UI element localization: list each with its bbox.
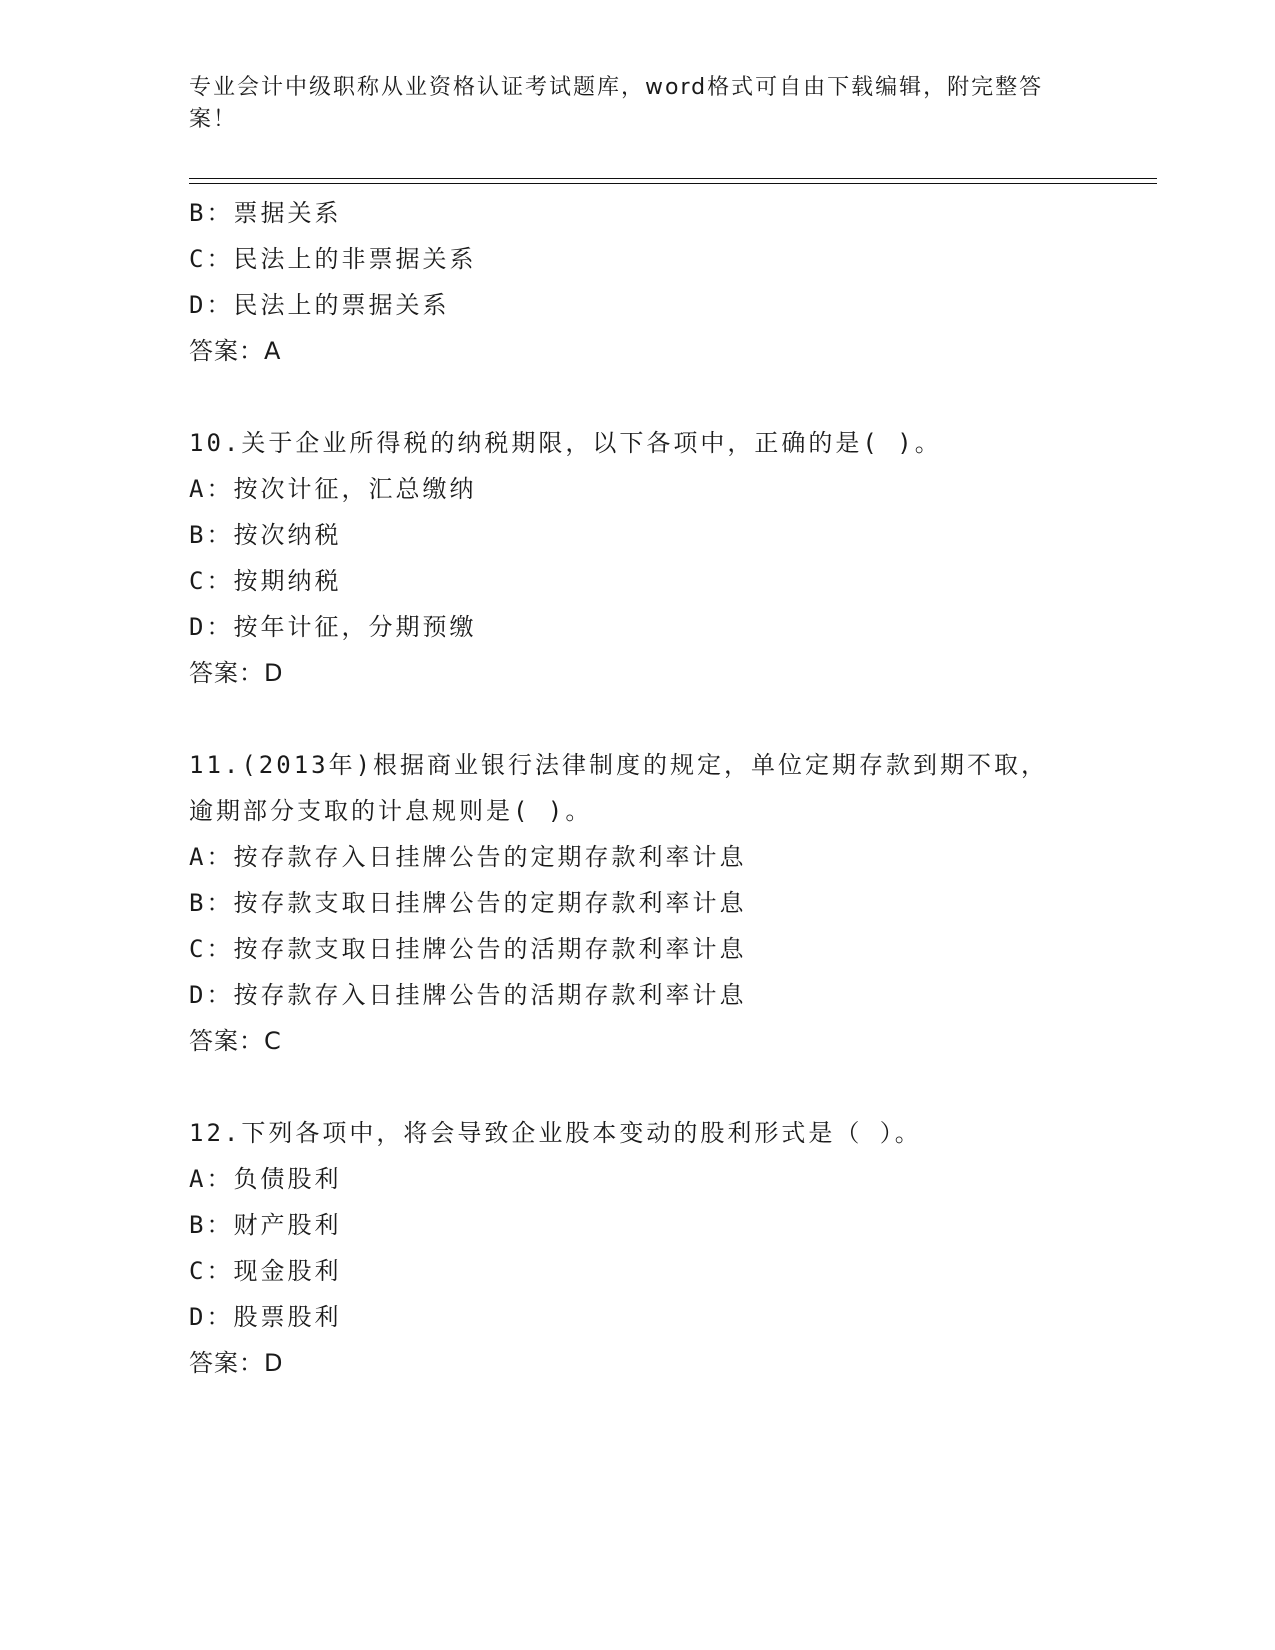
option-d: D：民法上的票据关系	[189, 291, 450, 319]
spacer	[189, 1064, 1157, 1110]
answer-label: 答案：C	[189, 1027, 282, 1055]
option-d: D：按存款存入日挂牌公告的活期存款利率计息	[189, 981, 747, 1009]
question-text: 12.下列各项中，将会导致企业股本变动的股利形式是（ ）。	[189, 1119, 922, 1147]
option-c: C：按存款支取日挂牌公告的活期存款利率计息	[189, 935, 747, 963]
option-a: A：按次计征，汇总缴纳	[189, 475, 477, 503]
question-text-line2: 逾期部分支取的计息规则是( )。	[189, 797, 593, 825]
answer-label: 答案：D	[189, 1349, 284, 1377]
header-divider-top	[189, 178, 1157, 179]
page-header: 专业会计中级职称从业资格认证考试题库，word格式可自由下载编辑，附完整答案！	[189, 75, 1044, 132]
option-a: A：按存款存入日挂牌公告的定期存款利率计息	[189, 843, 747, 871]
prev-question-block	[189, 190, 1157, 374]
question-11	[189, 742, 1157, 1064]
option-c: C：民法上的非票据关系	[189, 245, 477, 273]
answer-label: 答案：D	[189, 659, 284, 687]
spacer	[189, 696, 1157, 742]
header-divider-bottom	[189, 183, 1157, 184]
question-text: 10.关于企业所得税的纳税期限，以下各项中，正确的是( )。	[189, 429, 942, 457]
question-10	[189, 420, 1157, 696]
question-content	[189, 190, 1157, 1386]
option-d: D：股票股利	[189, 1303, 342, 1331]
option-c: C：按期纳税	[189, 567, 342, 595]
option-b: B：按次纳税	[189, 521, 342, 549]
spacer	[189, 374, 1157, 420]
question-text-line1: 11.(2013年)根据商业银行法律制度的规定，单位定期存款到期不取，	[189, 751, 1049, 779]
option-a: A：负债股利	[189, 1165, 342, 1193]
option-d: D：按年计征，分期预缴	[189, 613, 477, 641]
option-c: C：现金股利	[189, 1257, 342, 1285]
option-b: B：财产股利	[189, 1211, 342, 1239]
option-b: B：票据关系	[189, 199, 342, 227]
option-b: B：按存款支取日挂牌公告的定期存款利率计息	[189, 889, 747, 917]
question-12	[189, 1110, 1157, 1386]
answer-label: 答案：A	[189, 337, 282, 365]
